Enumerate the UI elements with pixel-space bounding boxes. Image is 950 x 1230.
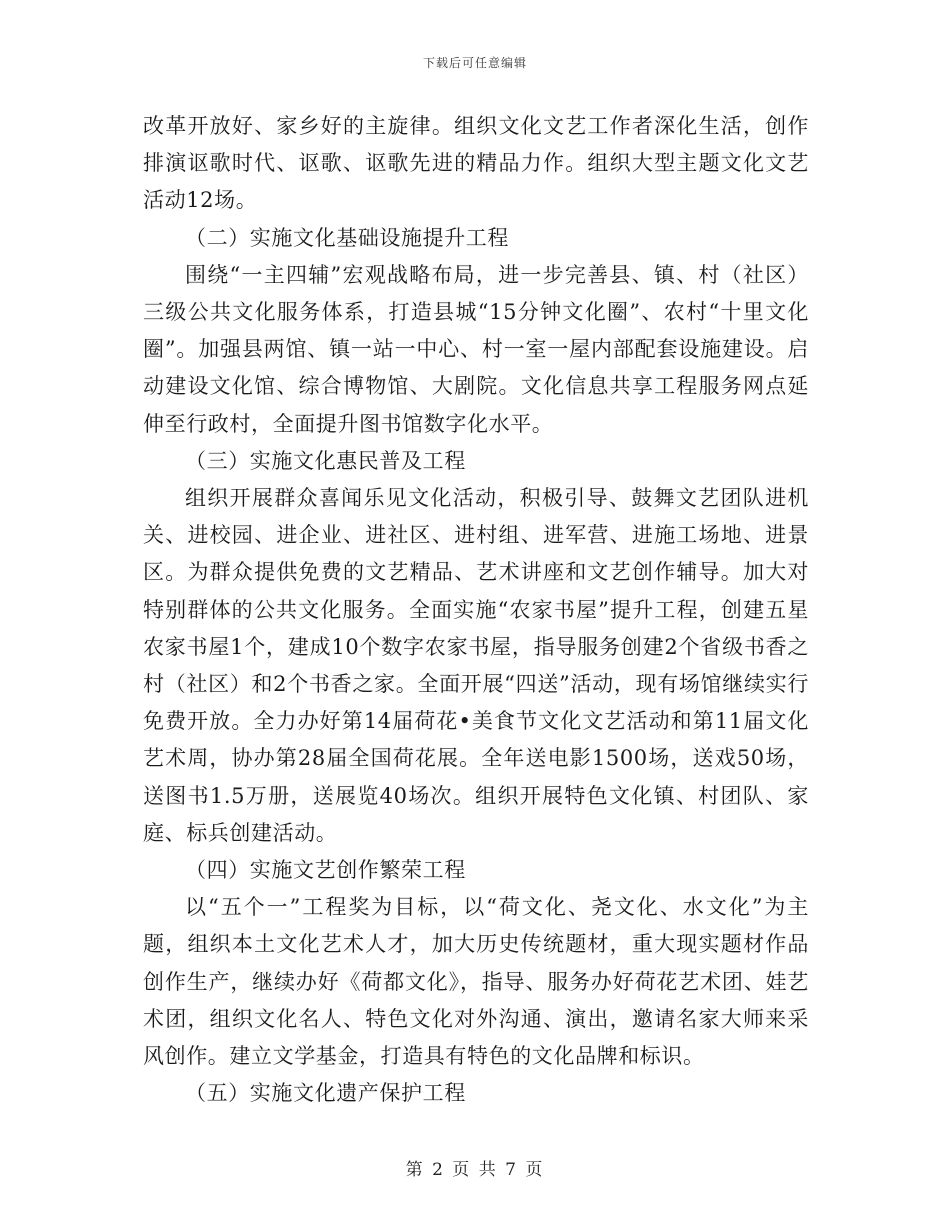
paragraph-section-2: 围绕“一主四辅”宏观战略布局，进一步完善县、镇、村（社区）三级公共文化服务体系，打造县城“15分钟文化圈”、农村“十里文化圈”。加强县两馆、镇一站一中心、村一室一屋内部配套设施建设。启动建设文化馆、综合博物馆、大剧院。文化信息共享工程服务网点延伸至行政村，全面提升图书馆数字化水平。 <box>143 262 809 436</box>
paragraph-section-4: 以“五个一”工程奖为目标，以“荷文化、尧文化、水文化”为主题，组织本土文化艺术人才，加大历史传统题材，重大现实题材作品创作生产，继续办好《荷都文化》，指导、服务办好荷花艺术团、娃艺术团，组织文化名人、特色文化对外沟通、演出，邀请名家大师来采风创作。建立文学基金，打造具有特色的文化品牌和标识。 <box>143 895 809 1069</box>
header-note: 下载后可任意编辑 <box>422 56 527 70</box>
section-heading-4: （四）实施文艺创作繁荣工程 <box>185 858 466 883</box>
document-body <box>143 108 809 1112</box>
section-heading-3: （三）实施文化惠民普及工程 <box>185 448 466 473</box>
paragraph-section-3: 组织开展群众喜闻乐见文化活动，积极引导、鼓舞文艺团队进机关、进校园、进企业、进社区、进村组、进军营、进施工场地、进景区。为群众提供免费的文艺精品、艺术讲座和文艺创作辅导。加大对特别群体的公共文化服务。全面实施“农家书屋”提升工程，创建五星农家书屋1个，建成10个数字农家书屋，指导服务创建2个省级书香之村（社区）和2个书香之家。全面开展“四送”活动，现有场馆继续实行免费开放。全力办好第14届荷花•美食节文化文艺活动和第11届文化艺术周，协办第28届全国荷花展。全年送电影1500场，送戏50场，送图书1.5万册，送展览40场次。组织开展特色文化镇、村团队、家庭、标兵创建活动。 <box>143 486 809 845</box>
paragraph-continuation: 改革开放好、家乡好的主旋律。组织文化文艺工作者深化生活，创作排演讴歌时代、讴歌、讴歌先进的精品力作。组织大型主题文化文艺活动12场。 <box>143 114 809 213</box>
page-indicator: 第 2 页 共 7 页 <box>405 1160 545 1180</box>
section-heading-5: （五）实施文化遗产保护工程 <box>185 1081 466 1106</box>
section-heading-2: （二）实施文化基础设施提升工程 <box>185 225 509 250</box>
